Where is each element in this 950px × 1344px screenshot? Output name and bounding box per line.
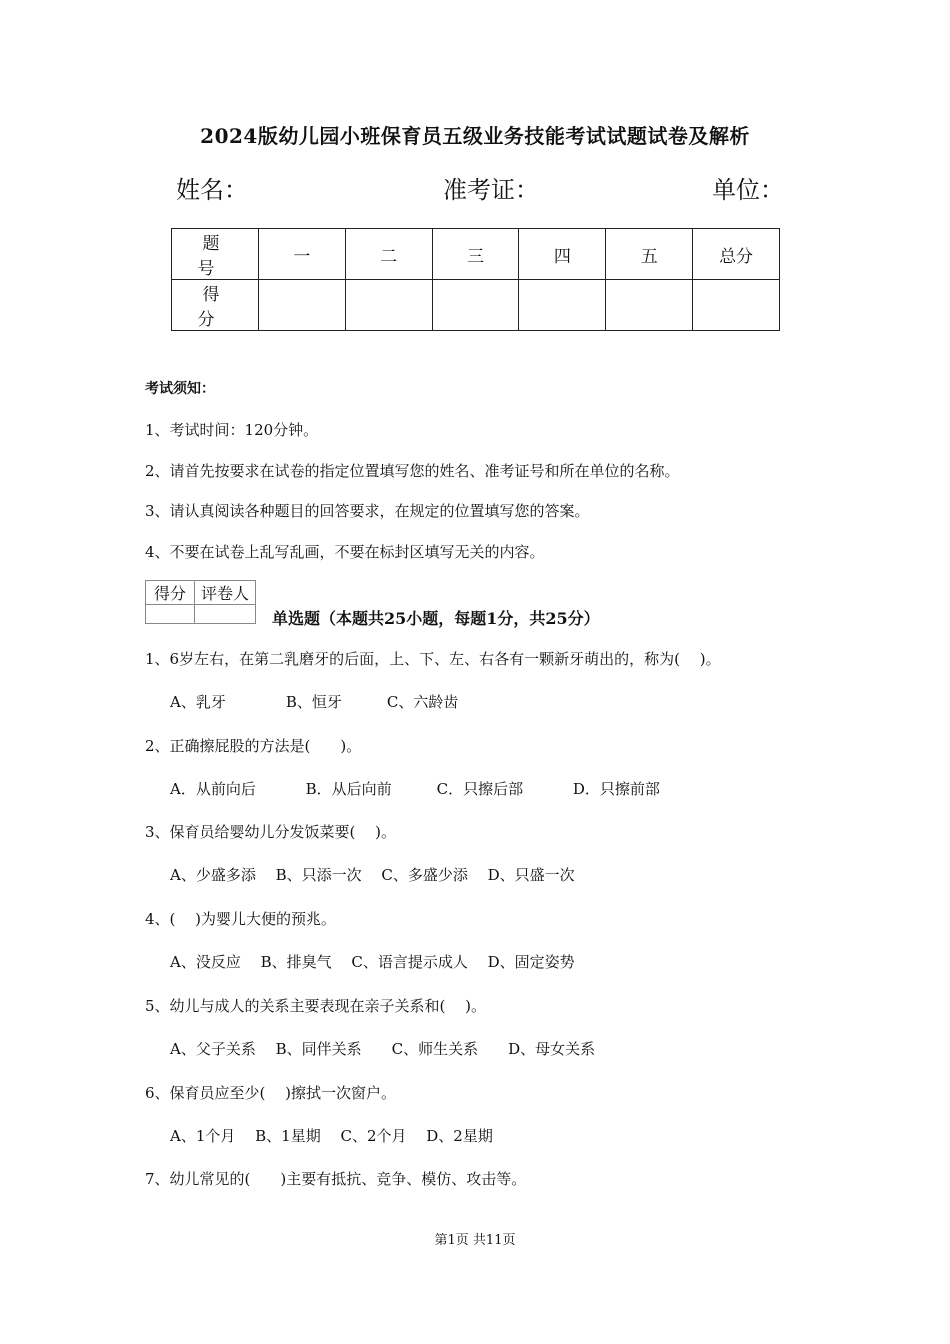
notice-item: 1、考试时间：120分钟。	[145, 421, 319, 439]
question-options: A．从前向后 B．从后向前 C．只擦后部 D．只擦前部	[170, 780, 660, 798]
grader-name-header: 评卷人	[195, 581, 256, 605]
name-label: 姓名：	[176, 176, 248, 204]
candidate-info-row	[172, 170, 782, 204]
header-cell-total: 总分	[693, 229, 780, 280]
score-cell-4[interactable]	[519, 280, 606, 331]
score-table-score-row	[172, 280, 780, 331]
score-cell-1[interactable]	[258, 280, 345, 331]
question-options: A、1个月 B、1星期 C、2个月 D、2星期	[170, 1127, 493, 1145]
score-cell-2[interactable]	[345, 280, 432, 331]
score-row-label: 得 分	[172, 280, 259, 331]
question-options: A、少盛多添 B、只添一次 C、多盛少添 D、只盛一次	[170, 866, 575, 884]
question-text: 6、保育员应至少( )擦拭一次窗户。	[145, 1084, 397, 1102]
grader-table	[145, 580, 256, 624]
header-cell-3: 三	[432, 229, 519, 280]
notice-item: 4、不要在试卷上乱写乱画，不要在标封区填写无关的内容。	[145, 543, 545, 561]
section-title: 单选题（本题共25小题，每题1分，共25分）	[272, 609, 600, 628]
score-cell-total[interactable]	[693, 280, 780, 331]
question-text: 7、幼儿常见的( )主要有抵抗、竞争、模仿、攻击等。	[145, 1170, 527, 1188]
question-text: 5、幼儿与成人的关系主要表现在亲子关系和( )。	[145, 997, 487, 1015]
question-text: 3、保育员给婴幼儿分发饭菜要( )。	[145, 823, 397, 841]
grader-score-cell[interactable]	[146, 605, 195, 624]
page-title: 2024版幼儿园小班保育员五级业务技能考试试题试卷及解析	[200, 124, 750, 148]
grader-score-header: 得分	[146, 581, 195, 605]
question-options: A、父子关系 B、同伴关系 C、师生关系 D、母女关系	[170, 1040, 596, 1058]
header-cell-4: 四	[519, 229, 606, 280]
notice-item: 2、请首先按要求在试卷的指定位置填写您的姓名、准考证号和所在单位的名称。	[145, 462, 680, 480]
score-table	[171, 228, 780, 331]
question-options: A、没反应 B、排臭气 C、语言提示成人 D、固定姿势	[170, 953, 575, 971]
question-text: 4、( )为婴儿大便的预兆。	[145, 910, 337, 928]
question-text: 2、正确擦屁股的方法是( )。	[145, 737, 362, 755]
unit-label: 单位：	[712, 176, 784, 204]
question-options: A、乳牙 B、恒牙 C、六龄齿	[170, 693, 459, 711]
page-footer: 第1页 共11页	[434, 1233, 516, 1248]
score-table-header-row	[172, 229, 780, 280]
notice-item: 3、请认真阅读各种题目的回答要求，在规定的位置填写您的答案。	[145, 502, 590, 520]
score-cell-5[interactable]	[606, 280, 693, 331]
header-cell-question-no: 题 号	[172, 229, 259, 280]
header-cell-5: 五	[606, 229, 693, 280]
grader-name-cell[interactable]	[195, 605, 256, 624]
notice-heading: 考试须知：	[145, 381, 215, 397]
header-cell-2: 二	[345, 229, 432, 280]
header-cell-1: 一	[258, 229, 345, 280]
question-text: 1、6岁左右，在第二乳磨牙的后面，上、下、左、右各有一颗新牙萌出的，称为( )。	[145, 650, 721, 668]
score-cell-3[interactable]	[432, 280, 519, 331]
exam-number-label: 准考证：	[443, 176, 539, 204]
